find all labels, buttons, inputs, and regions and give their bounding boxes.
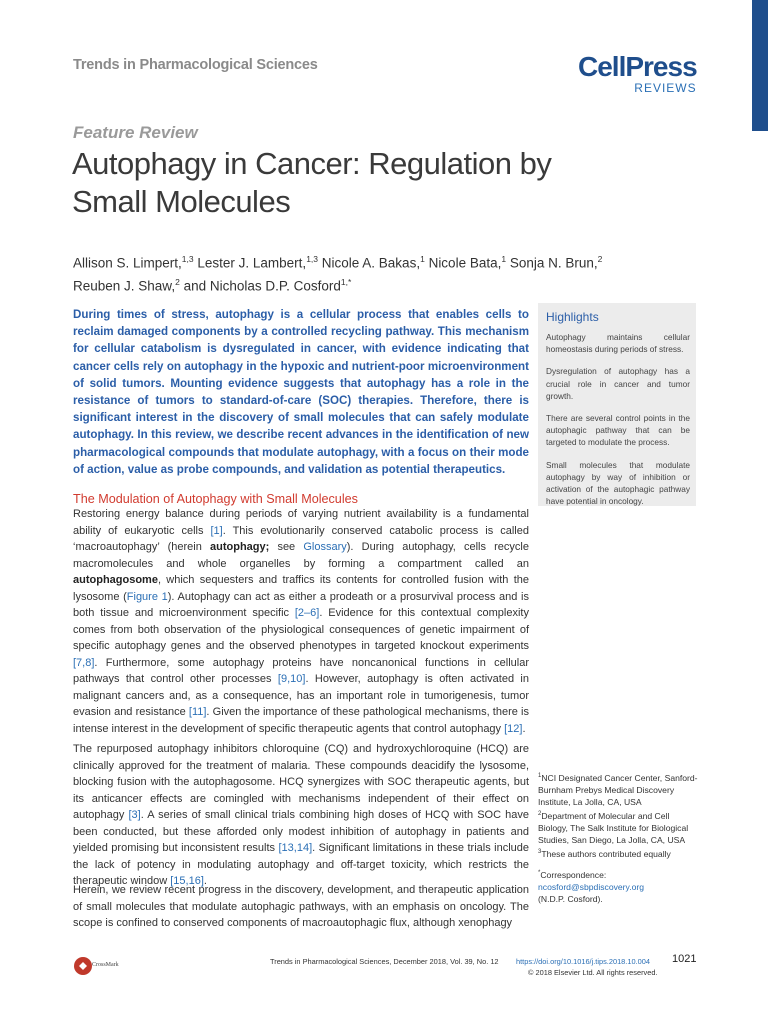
affil-text: NCI Designated Cancer Center, Sanford-Burnham Prebys Medical Discovery Institute, La Jolla, CA, USA — [538, 772, 698, 807]
affil-text: Department of Molecular and Cell Biology, The Salk Institute for Biological Studies, San Diego, La Jolla, CA, USA — [538, 810, 689, 845]
text: . A series of small clinical trials combining high doses of HCQ with SOC have been conducted, but these afforded only modest inhibition of autophagy in patients and yielded promising but inconsistent results — [73, 809, 530, 854]
corr-label: Correspondence: — [540, 869, 607, 880]
author-affil: 1,* — [340, 276, 352, 287]
text: ). Autophagy can act as either a prodeath or a prosurvival process and is both tissue and microenvironment specific — [73, 590, 529, 619]
author-affil: 1 — [501, 254, 507, 264]
corr-mark: * — [538, 870, 541, 876]
ref-link[interactable]: [11] — [188, 706, 207, 718]
author-affil: 1,3 — [306, 254, 319, 264]
glossary-term: autophagosome — [73, 574, 158, 586]
author: Sonja N. Brun, — [506, 255, 598, 271]
journal-name: Trends in Pharmacological Sciences — [73, 57, 318, 73]
affiliation-item — [538, 808, 698, 846]
ref-link[interactable]: [15,16] — [170, 875, 204, 887]
ref-link[interactable]: [9,10] — [277, 673, 306, 685]
abstract: During times of stress, autophagy is a cellular process that enables cells to reclaim damaged components by a controlled recycling pathway. This mechanism for cellular catabolism is dysregulated in cancer, with evidence indicating that cancer cells rely on autophagy in the hypoxic and nutrient-poor microenvironment of solid tumors. Mounting evidence suggests that autophagy has a role in the resistance of tumors to standard-of-care (SOC) therapies. Therefore, there is significant interest in the discovery of small molecules that can safely modulate autophagy. In this review, we describe recent advances in the identification of new pharmacological compounds that modulate autophagy, with a focus on their mode of action, value as probe compounds, and validation as potential therapeutics. — [73, 308, 529, 476]
correspondence — [538, 867, 698, 905]
highlight-item: Dysregulation of autophagy has a crucial role in cancer and tumor growth. — [546, 366, 690, 401]
copyright: © 2018 Elsevier Ltd. All rights reserved. — [528, 968, 658, 977]
body-paragraph-3: Herein, we review recent progress in the discovery, development, and therapeutic application of small molecules that modulate autophagic pathways, with an emphasis on oncology. The scope is confined to conserved components of macroautophagic flux, although xenophagy — [73, 884, 529, 929]
corr-name: (N.D.P. Cosford). — [538, 893, 603, 904]
text: Restoring energy balance during periods of varying nutrient availability is a fundamental ability of eukaryotic cells — [73, 508, 529, 537]
text: . Evidence for this contextual complexity comes from both observation of the physiological consequences of genetic impairment of specific autophagy genes and the observed phenotypes in targeted knockout experiments — [73, 607, 529, 652]
affiliations — [538, 770, 698, 860]
ref-link[interactable]: [2–6] — [294, 607, 320, 619]
affil-number: 1 — [538, 773, 542, 779]
article-type: Feature Review — [73, 123, 198, 142]
glossary-link[interactable]: Glossary — [303, 541, 347, 553]
text: . — [203, 875, 207, 887]
logo-sub-text: REVIEWS — [634, 81, 697, 95]
highlight-item: Small molecules that modulate autophagy by way of inhibition or activation of the autophagic pathway have potential in oncology. — [546, 459, 690, 507]
text: . This evolutionarily conserved catabolic process is called ‘macroautophagy’ (herein — [73, 524, 529, 553]
author: Allison S. Limpert, — [73, 255, 182, 271]
author: Lester J. Lambert, — [193, 255, 307, 271]
doi-link[interactable]: https://doi.org/10.1016/j.tips.2018.10.004 — [516, 957, 650, 966]
text: . Furthermore, some autophagy proteins have noncanonical functions in cellular pathways that control other processes — [73, 656, 529, 685]
text: . Given the importance of these pathological mechanisms, there is intense interest in the development of specific therapeutic agents that control autophagy — [73, 706, 529, 735]
author-affil: 1 — [420, 254, 425, 264]
footer-citation: Trends in Pharmacological Sciences, December 2018, Vol. 39, No. 12 — [270, 957, 499, 966]
affil-number: 3 — [538, 848, 542, 855]
author-affil: 1,3 — [181, 254, 194, 264]
crossmark-label: CrossMark — [92, 962, 119, 968]
text: , which sequesters and traffics its contents for controlled fusion with the lysosome ( — [73, 574, 529, 603]
highlight-item: Autophagy maintains cellular homeostasis during periods of stress. — [546, 332, 690, 355]
author-affil: 2 — [597, 254, 603, 264]
affiliation-item — [538, 846, 698, 860]
figure-link[interactable]: Figure 1 — [126, 590, 168, 603]
journal-color-bar — [752, 0, 768, 131]
affiliation-item — [538, 770, 698, 808]
ref-link[interactable]: [13,14] — [278, 842, 313, 854]
affil-text: These authors contributed equally — [541, 848, 671, 859]
ref-link[interactable]: [7,8] — [73, 656, 95, 669]
ref-link[interactable]: [1] — [210, 524, 223, 537]
text: The repurposed autophagy inhibitors chloroquine (CQ) and hydroxychloroquine (HCQ) are clinically approved for the treatment of malaria. These compounds deacidify the lysosome, blocking fusion with the autophagosome. HCQ synergizes with SOC therapeutic agents, but its anticancer effects are comingled with mechanisms independent of their effect on autophagy — [73, 743, 529, 821]
section-heading: The Modulation of Autophagy with Small Molecules — [73, 492, 358, 506]
highlights-box — [538, 303, 696, 506]
body-paragraph-1 — [73, 506, 529, 737]
affil-number: 2 — [538, 810, 542, 817]
author-affil: 2 — [175, 276, 180, 287]
highlights-title: Highlights — [546, 310, 599, 324]
author-list — [73, 250, 653, 295]
corr-email-link[interactable]: ncosford@sbpdiscovery.org — [538, 881, 645, 892]
glossary-term: autophagy; — [210, 541, 270, 553]
text: . However, autophagy is often activated in malignant cancers and, as a consequence, has an important role in tumorigenesis, tumor evasion and resistance — [73, 673, 529, 718]
author: and Nicholas D.P. Cosford — [179, 278, 341, 293]
highlight-item: There are several control points in the autophagic pathway that can be targeted to modulate the process. — [546, 413, 690, 448]
page-number: 1021 — [672, 953, 697, 965]
text: . — [522, 722, 526, 735]
author: Nicole A. Bakas, — [318, 255, 421, 271]
cellpress-logo[interactable] — [578, 53, 697, 94]
text: see — [269, 541, 304, 553]
author: Nicole Bata, — [424, 255, 502, 271]
body-paragraph-2 — [73, 741, 529, 890]
article-title: Autophagy in Cancer: Regulation by Small Molecules — [72, 146, 552, 219]
ref-link[interactable]: [3] — [128, 809, 141, 821]
logo-main-text: CellPress — [578, 51, 697, 82]
ref-link[interactable]: [12] — [504, 722, 523, 735]
text: ). During autophagy, cells recycle macromolecules and whole organelles by forming a compartment called an — [73, 541, 529, 570]
text: . Significant limitations in these trials include the lack of potency in modulating autophagy and off-target toxicity, which restricts the therapeutic window — [73, 842, 529, 887]
author: Reuben J. Shaw, — [73, 278, 176, 293]
